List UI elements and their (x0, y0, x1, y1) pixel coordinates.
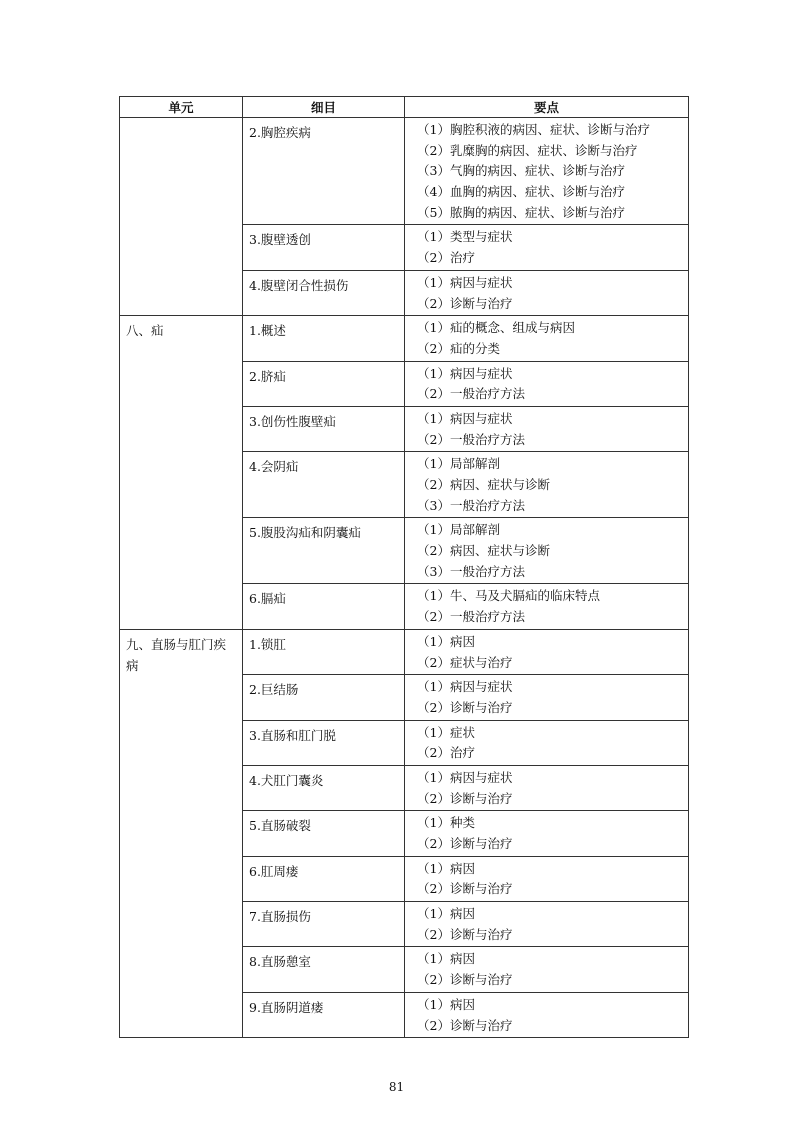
point-item: （2）诊断与治疗 (417, 1017, 513, 1033)
point-item: （4）血胸的病因、症状、诊断与治疗 (417, 184, 625, 200)
unit-cell (120, 118, 243, 316)
point-item: （3）一般治疗方法 (417, 497, 525, 513)
points-cell (405, 675, 689, 720)
point-item: （2）治疗 (417, 250, 475, 266)
point-item: （2）治疗 (417, 745, 475, 761)
syllabus-table (119, 96, 689, 1038)
point-item: （2）诊断与治疗 (417, 790, 513, 806)
point-item: （2）诊断与治疗 (417, 295, 513, 311)
detail-cell: 9.直肠阴道瘘 (243, 992, 405, 1037)
detail-cell: 2.脐疝 (243, 361, 405, 406)
header-detail: 细目 (243, 97, 405, 118)
point-item: （1）局部解剖 (417, 522, 500, 538)
point-item: （2）一般治疗方法 (417, 609, 525, 625)
detail-cell: 3.创伤性腹壁疝 (243, 406, 405, 451)
points-cell (405, 720, 689, 765)
point-item: （1）病因与症状 (417, 365, 513, 381)
point-item: （2）症状与治疗 (417, 654, 513, 670)
point-item: （2）病因、症状与诊断 (417, 477, 550, 492)
point-item: （1）病因 (417, 860, 475, 876)
points-cell (405, 452, 689, 518)
point-item: （2）一般治疗方法 (417, 386, 525, 402)
point-item: （5）脓胸的病因、症状、诊断与治疗 (417, 204, 625, 220)
detail-cell: 1.锁肛 (243, 629, 405, 674)
point-item: （1）局部解剖 (417, 456, 500, 472)
point-item: （1）类型与症状 (417, 229, 513, 245)
detail-cell: 4.腹壁闭合性损伤 (243, 270, 405, 315)
detail-cell: 6.膈疝 (243, 584, 405, 629)
point-item: （1）病因 (417, 951, 475, 967)
unit-cell: 八、疝 (120, 316, 243, 630)
points-cell (405, 584, 689, 629)
detail-cell: 3.直肠和肛门脱 (243, 720, 405, 765)
points-cell (405, 118, 689, 225)
detail-cell: 3.腹壁透创 (243, 225, 405, 270)
detail-cell: 2.胸腔疾病 (243, 118, 405, 225)
detail-cell: 4.会阴疝 (243, 452, 405, 518)
unit-cell: 九、直肠与肛门疾病 (120, 629, 243, 1037)
detail-cell: 5.腹股沟疝和阴囊疝 (243, 518, 405, 584)
points-cell (405, 947, 689, 992)
table-row (120, 629, 689, 674)
point-item: （3）一般治疗方法 (417, 563, 525, 579)
points-cell (405, 765, 689, 810)
table-row (120, 316, 689, 361)
point-item: （2）诊断与治疗 (417, 836, 513, 851)
detail-cell: 1.概述 (243, 316, 405, 361)
points-cell (405, 361, 689, 406)
points-cell (405, 902, 689, 947)
detail-cell: 6.肛周瘘 (243, 856, 405, 901)
point-item: （1）病因与症状 (417, 274, 513, 290)
point-item: （1）病因与症状 (417, 410, 513, 426)
point-item: （1）疝的概念、组成与病因 (417, 320, 575, 336)
point-item: （2）诊断与治疗 (417, 972, 513, 988)
points-cell (405, 856, 689, 901)
point-item: （1）胸腔积液的病因、症状、诊断与治疗 (417, 122, 650, 137)
points-cell (405, 225, 689, 270)
detail-cell: 7.直肠损伤 (243, 902, 405, 947)
point-item: （3）气胸的病因、症状、诊断与治疗 (417, 163, 625, 179)
points-cell (405, 406, 689, 451)
point-item: （1）症状 (417, 724, 475, 740)
point-item: （2）乳糜胸的病因、症状、诊断与治疗 (417, 142, 638, 158)
point-item: （2）诊断与治疗 (417, 881, 513, 897)
header-unit: 单元 (120, 97, 243, 118)
header-row (120, 97, 689, 118)
detail-cell: 8.直肠憩室 (243, 947, 405, 992)
points-cell (405, 992, 689, 1037)
point-item: （1）病因 (417, 996, 475, 1012)
point-item: （1）牛、马及犬膈疝的临床特点 (417, 588, 600, 604)
point-item: （1）病因与症状 (417, 679, 513, 695)
points-cell (405, 270, 689, 315)
detail-cell: 5.直肠破裂 (243, 811, 405, 856)
point-item: （2）疝的分类 (417, 340, 500, 356)
point-item: （1）种类 (417, 815, 475, 831)
point-item: （1）病因与症状 (417, 769, 513, 785)
point-item: （2）诊断与治疗 (417, 699, 513, 715)
point-item: （2）诊断与治疗 (417, 926, 513, 942)
detail-cell: 4.犬肛门囊炎 (243, 765, 405, 810)
points-cell (405, 811, 689, 856)
point-item: （1）病因 (417, 906, 475, 922)
points-cell (405, 518, 689, 584)
point-item: （1）病因 (417, 633, 475, 649)
points-cell (405, 316, 689, 361)
point-item: （2）一般治疗方法 (417, 431, 525, 447)
table-body (120, 118, 689, 1038)
table-row (120, 118, 689, 225)
page-number: 81 (388, 1080, 405, 1094)
header-points: 要点 (405, 97, 689, 118)
points-cell (405, 629, 689, 674)
detail-cell: 2.巨结肠 (243, 675, 405, 720)
point-item: （2）病因、症状与诊断 (417, 543, 550, 559)
